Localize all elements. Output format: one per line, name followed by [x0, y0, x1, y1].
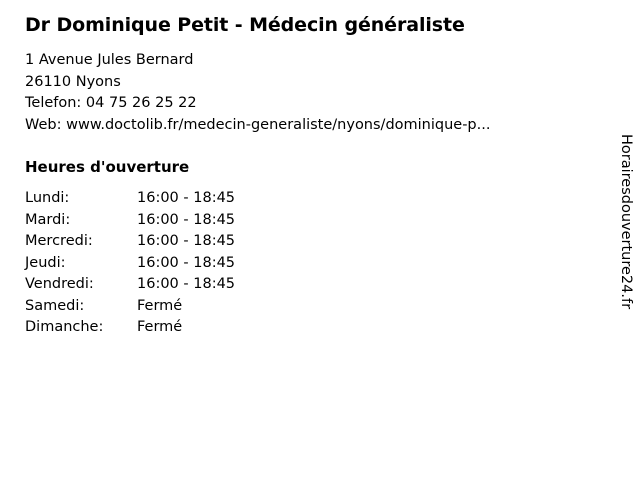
table-row: [25, 317, 277, 339]
phone-number: Telefon: 04 75 26 25 22: [25, 95, 197, 111]
table-row: [25, 296, 277, 318]
day-hours: Fermé: [137, 297, 183, 314]
watermark-label: Horairesdouverture24.fr: [618, 134, 634, 310]
contact-block: [25, 50, 595, 136]
page-title: Dr Dominique Petit - Médecin généraliste: [25, 14, 465, 36]
street-address: 1 Avenue Jules Bernard: [25, 52, 194, 68]
day-label: Lundi:: [25, 190, 70, 206]
card-content: [25, 12, 595, 339]
day-label: Mercredi:: [25, 233, 93, 249]
table-row: [25, 188, 277, 210]
city-address: 26110 Nyons: [25, 73, 121, 90]
opening-hours-heading: Heures d'ouverture: [25, 158, 190, 176]
day-label: Samedi:: [25, 297, 85, 314]
day-hours: 16:00 - 18:45: [137, 254, 236, 271]
day-label: Dimanche:: [25, 319, 104, 335]
day-hours: 16:00 - 18:45: [137, 276, 236, 292]
opening-hours-table: [25, 188, 277, 339]
table-row: [25, 274, 277, 296]
website-url: Web: www.doctolib.fr/medecin-generaliste/nyons/dominique-p...: [25, 116, 491, 133]
day-label: Jeudi:: [25, 254, 66, 271]
day-hours: 16:00 - 18:45: [137, 233, 236, 249]
day-hours: 16:00 - 18:45: [137, 190, 236, 206]
table-row: [25, 253, 277, 275]
day-label: Mardi:: [25, 211, 71, 228]
table-row: [25, 231, 277, 253]
table-row: [25, 210, 277, 232]
day-hours: Fermé: [137, 319, 183, 335]
day-hours: 16:00 - 18:45: [137, 211, 236, 228]
day-label: Vendredi:: [25, 276, 94, 292]
